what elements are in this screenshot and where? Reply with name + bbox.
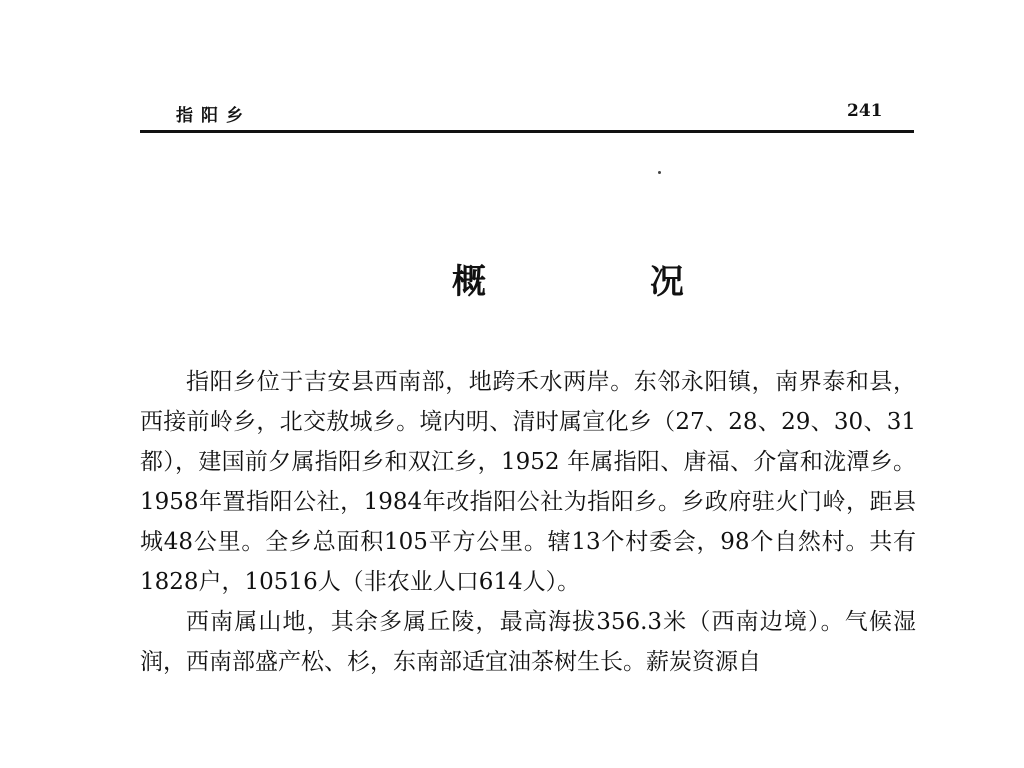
body-text <box>140 362 916 682</box>
running-head: 指阳乡 <box>176 106 251 126</box>
paragraph: 指阳乡位于吉安县西南部，地跨禾水两岸。东邻永阳镇，南界泰和县，西接前岭乡，北交敖城乡。境内明、清时属宣化乡（27、28、29、30、31都），建国前夕属指阳乡和双江乡，1952 年属指阳、唐福、介富和泷潭乡。1958年置指阳公社，1984年改指阳公社为指阳乡。乡政府驻火门岭，距县城48公里。全乡总面积105平方公里。辖13个村委会，98个自然村。共有1828户，10516人（非农业人口614人）。 <box>140 369 916 595</box>
page-number: 241 <box>847 101 883 121</box>
paragraph: 西南属山地，其余多属丘陵，最高海拔356.3米（西南边境）。气候湿润，西南部盛产松、杉，东南部适宜油茶树生长。薪炭资源自 <box>140 609 916 675</box>
header-rule <box>140 130 914 133</box>
print-speck <box>658 171 661 174</box>
section-title: 概 况 <box>452 262 760 302</box>
